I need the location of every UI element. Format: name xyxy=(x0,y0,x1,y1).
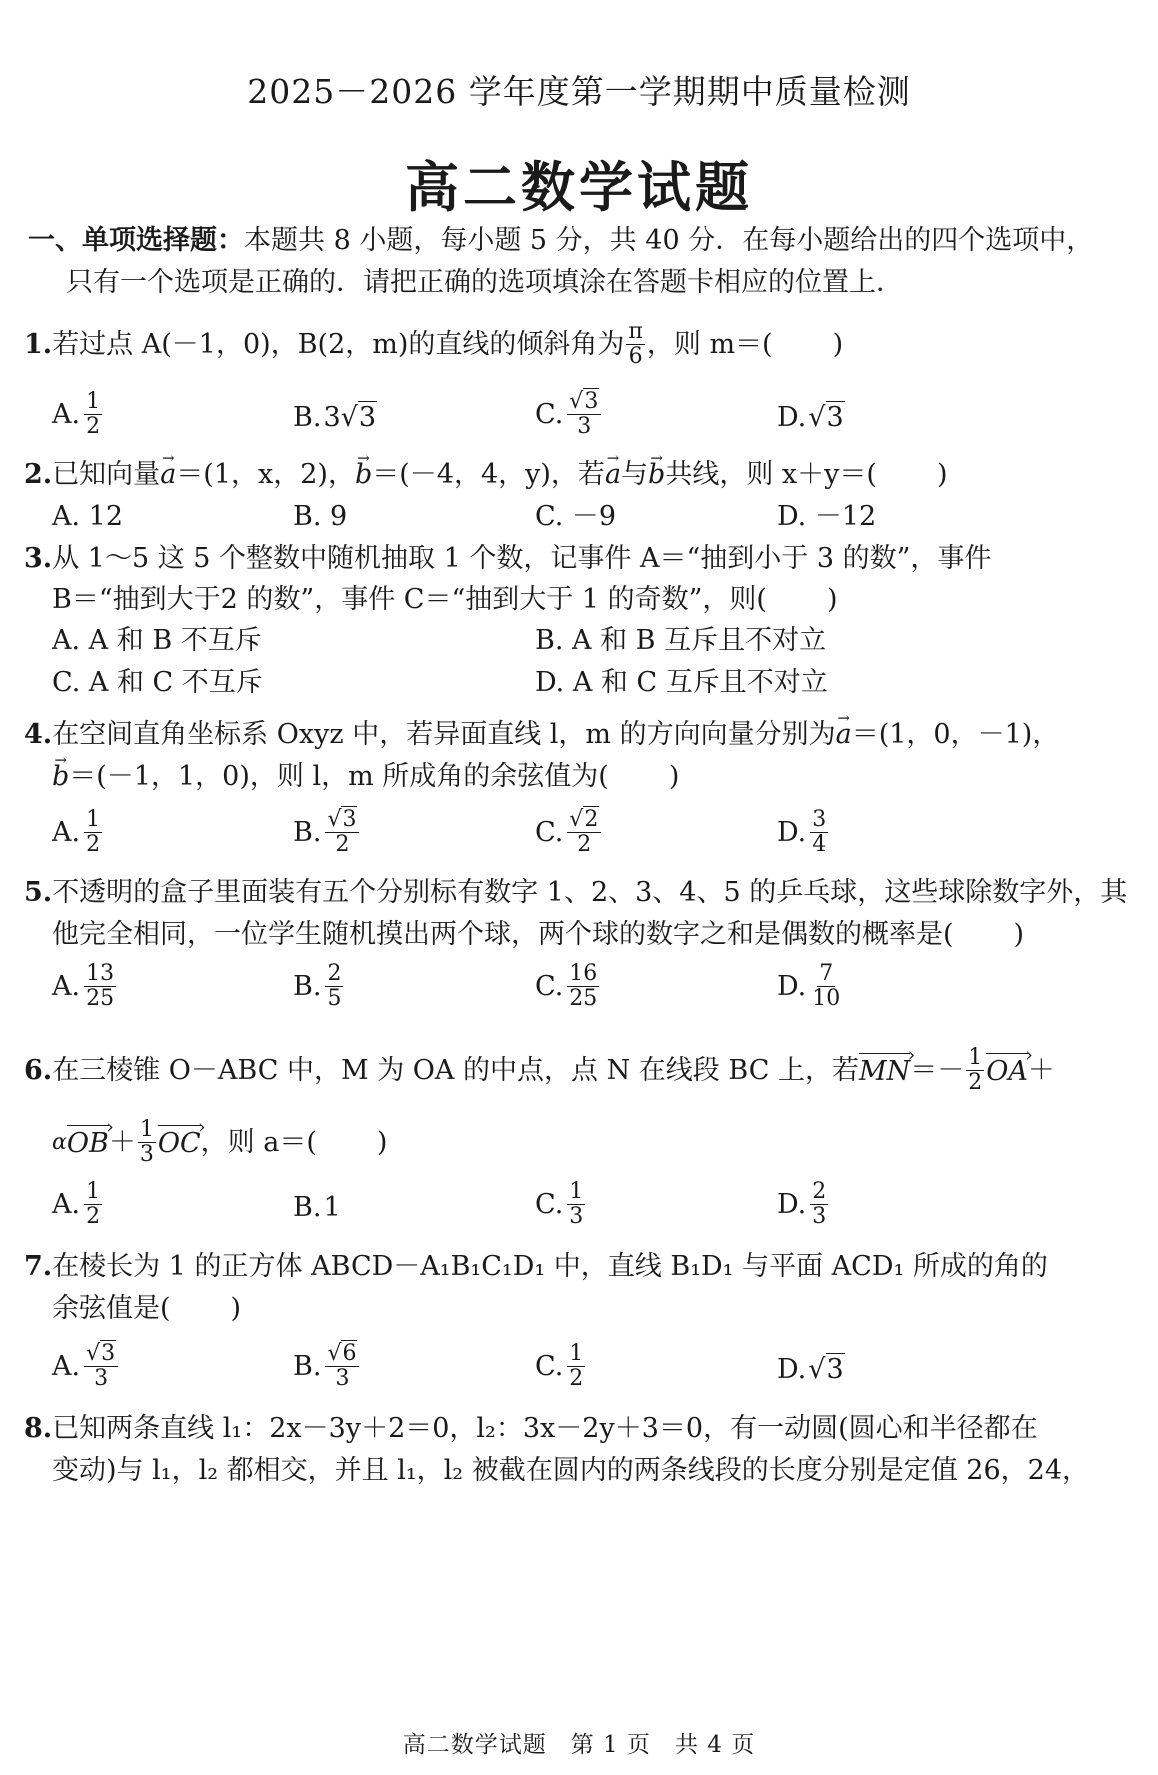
option-d[interactable] xyxy=(777,1180,830,1229)
option-letter: A. xyxy=(52,1351,81,1382)
question-text: 余弦值是( xyxy=(52,1293,171,1324)
frac-num: 13 xyxy=(86,961,115,986)
frac-num: 1 xyxy=(968,1045,983,1070)
section-label: 一、单项选择题： xyxy=(28,225,244,256)
frac-den: 2 xyxy=(86,414,101,439)
question-text: 在棱长为 1 的正方体 ABCD－A₁B₁C₁D₁ 中，直线 B₁D₁ 与平面 ACD₁ 所成的角的 xyxy=(52,1251,1048,1282)
option-a[interactable]: A. A 和 B 不互斥 xyxy=(52,625,262,656)
question-7 xyxy=(24,1250,1048,1284)
page-footer: 高二数学试题 第 1 页 共 4 页 xyxy=(402,1732,756,1758)
option-d[interactable] xyxy=(777,402,845,433)
radicand: 3 xyxy=(584,389,599,414)
radicand: 3 xyxy=(358,402,377,433)
frac-num: π xyxy=(628,319,643,344)
option-c[interactable] xyxy=(535,1342,587,1391)
sqrt: √3 xyxy=(808,402,844,433)
frac-num: 3 xyxy=(812,807,827,832)
question-5-line2 xyxy=(52,918,1024,952)
vector-a: → a xyxy=(836,718,852,752)
question-text: ) xyxy=(668,761,680,792)
options-q7 xyxy=(0,1342,1158,1402)
question-1 xyxy=(24,320,843,369)
question-text: 与 xyxy=(621,459,649,490)
frac-den: 3 xyxy=(812,1204,827,1229)
question-text: ) xyxy=(832,328,844,360)
question-number: 8. xyxy=(24,1413,53,1444)
question-text: 已知两条直线 l₁：2x－3y＋2＝0，l₂：3x－2y＋3＝0，有一动圆(圆心和半径都在 xyxy=(52,1413,1038,1444)
frac-den: 2 xyxy=(86,1204,101,1229)
question-text: 他完全相同，一位学生随机摸出两个球，两个球的数字之和是偶数的概率是( xyxy=(52,919,954,950)
option-d[interactable]: D. －12 xyxy=(777,501,877,532)
radicand: 2 xyxy=(584,807,599,832)
frac-num: 7 xyxy=(819,961,834,986)
frac-num: 1 xyxy=(86,1179,101,1204)
option-letter: C. xyxy=(535,1189,564,1220)
option-letter: D. xyxy=(777,817,807,848)
fraction xyxy=(84,390,102,439)
vector-oa: OA › xyxy=(986,1053,1028,1089)
option-letter: D. xyxy=(777,402,807,433)
question-text: ＝(－4，4，y)，若 xyxy=(372,459,605,490)
vector-b: → b xyxy=(355,458,372,492)
fraction xyxy=(567,390,601,439)
vector-b: → b xyxy=(52,760,69,794)
option-b[interactable] xyxy=(293,962,345,1011)
option-a[interactable] xyxy=(52,1180,104,1229)
question-6-line2 xyxy=(52,1118,387,1167)
frac-num: 2 xyxy=(327,961,342,986)
option-b[interactable] xyxy=(293,1192,341,1223)
question-8 xyxy=(24,1412,1038,1446)
frac-den: 3 xyxy=(569,1204,584,1229)
question-text: ) xyxy=(376,1126,388,1158)
question-text: ＝(1，x，2)， xyxy=(176,459,355,490)
option-b[interactable]: B. $\frac{√3}{2}$ xyxy=(293,808,361,857)
frac-den: 3 xyxy=(139,1142,154,1167)
frac-den: 25 xyxy=(86,986,115,1011)
question-text: 在三棱锥 O－ABC 中，M 为 OA 的中点，点 N 在线段 BC 上，若 xyxy=(52,1054,859,1086)
question-text: ，则 a＝( xyxy=(200,1126,317,1158)
radicand: 3 xyxy=(101,1341,116,1366)
question-3 xyxy=(24,542,991,576)
options-q5 xyxy=(0,962,1158,1022)
options-q4 xyxy=(0,808,1158,868)
vector-a: → a xyxy=(605,458,621,492)
question-3-line2 xyxy=(52,583,837,617)
option-letter: A. xyxy=(52,817,81,848)
radicand: 3 xyxy=(342,807,357,832)
option-b[interactable] xyxy=(293,402,377,433)
vector-ob: OB › xyxy=(67,1125,109,1161)
frac-den: 3 xyxy=(577,414,592,439)
question-text: 共线，则 x＋y＝( xyxy=(665,459,877,490)
frac-den: 5 xyxy=(327,986,342,1011)
option-d[interactable]: D. √3 xyxy=(777,1354,844,1385)
question-text: 若过点 A(－1，0)，B(2，m)的直线的倾斜角为 xyxy=(52,328,625,360)
frac-den: 10 xyxy=(812,986,841,1011)
option-d[interactable] xyxy=(777,962,844,1011)
option-c[interactable]: C. －9 xyxy=(535,501,617,532)
question-number: 6. xyxy=(24,1054,53,1086)
exam-header-line: 2025－2026 学年度第一学期期中质量检测 xyxy=(247,72,911,111)
option-letter: A. xyxy=(52,971,81,1002)
radicand: 3 xyxy=(826,402,844,433)
question-number: 7. xyxy=(24,1251,53,1282)
option-c[interactable] xyxy=(535,1180,587,1229)
frac-den: 6 xyxy=(628,344,643,369)
frac-num: 2 xyxy=(812,1179,827,1204)
option-b[interactable]: B. 9 xyxy=(293,501,348,532)
question-4 xyxy=(24,718,1059,752)
option-letter: B. xyxy=(293,817,322,848)
option-a[interactable] xyxy=(52,808,104,857)
option-c[interactable]: C. A 和 C 不互斥 xyxy=(52,667,263,698)
question-2 xyxy=(24,458,948,492)
frac-num: 1 xyxy=(569,1341,584,1366)
alpha-symbol: α xyxy=(52,1129,67,1155)
question-text: 在空间直角坐标系 Oxyz 中，若异面直线 l，m 的方向向量分别为 xyxy=(52,719,836,750)
option-letter: A. xyxy=(52,399,81,430)
option-letter: B. xyxy=(293,971,322,1002)
option-d[interactable]: D. A 和 C 互斥且不对立 xyxy=(535,667,828,698)
question-4-line2 xyxy=(52,760,679,794)
option-letter: B. xyxy=(293,1351,322,1382)
question-text: 不透明的盒子里面装有五个分别标有数字 1、2、3、4、5 的乒乓球，这些球除数字外，其 xyxy=(52,877,1128,908)
frac-den: 3 xyxy=(335,1366,350,1391)
frac-num: √3 xyxy=(567,390,601,415)
question-text: ) xyxy=(1013,919,1025,950)
frac-den: 25 xyxy=(569,986,598,1011)
question-text: B＝“抽到大于2 的数”，事件 C＝“抽到大于 1 的奇数”，则( xyxy=(52,584,767,615)
frac-den: 2 xyxy=(577,832,592,857)
option-letter: B. xyxy=(293,402,322,433)
option-letter: C. xyxy=(535,399,564,430)
option-b[interactable]: B. A 和 B 互斥且不对立 xyxy=(535,625,827,656)
option-value: 1 xyxy=(323,1192,341,1223)
frac-den: 2 xyxy=(335,832,350,857)
option-letter: C. xyxy=(535,971,564,1002)
frac-num: 16 xyxy=(569,961,598,986)
option-letter: C. xyxy=(535,817,564,848)
radicand: 6 xyxy=(342,1341,357,1366)
option-c[interactable]: C. $\frac{√2}{2}$ xyxy=(535,808,603,857)
fraction xyxy=(626,320,644,369)
option-d[interactable] xyxy=(777,808,830,857)
question-text: ) xyxy=(936,459,948,490)
frac-den: 4 xyxy=(812,832,827,857)
frac-num: 1 xyxy=(86,389,101,414)
question-number: 2. xyxy=(24,459,53,490)
frac-num: 1 xyxy=(86,807,101,832)
sqrt: √3 xyxy=(340,402,377,433)
frac-num: 1 xyxy=(569,1179,584,1204)
question-text: 从 1～5 这 5 个整数中随机抽取 1 个数，记事件 A＝“抽到小于 3 的数”，事件 xyxy=(52,543,992,574)
option-a[interactable]: A. $\frac{√3}{3}$ xyxy=(52,1342,120,1391)
question-number: 4. xyxy=(24,719,53,750)
option-letter: A. xyxy=(52,1189,81,1220)
question-text: ＋ xyxy=(1027,1054,1055,1086)
question-text: 已知向量 xyxy=(52,459,161,490)
frac-den: 2 xyxy=(86,832,101,857)
question-text: ＝(1，0，－1)， xyxy=(851,719,1060,750)
question-5 xyxy=(24,876,1127,910)
option-a[interactable] xyxy=(52,962,118,1011)
question-text: ＝(－1，1，0)，则 l，m 所成角的余弦值为( xyxy=(69,761,609,792)
question-number: 5. xyxy=(24,877,53,908)
option-value: 3 xyxy=(323,402,341,433)
option-letter: D. xyxy=(777,1189,807,1220)
vector-a: → a xyxy=(160,458,176,492)
question-text: ) xyxy=(230,1293,242,1324)
option-b[interactable]: B. $\frac{√6}{3}$ xyxy=(293,1342,361,1391)
question-text: ＋ xyxy=(108,1126,136,1158)
question-8-line2: 变动)与 l₁，l₂ 都相交，并且 l₁，l₂ 被截在圆内的两条线段的长度分别是定值 26，24， xyxy=(52,1455,1089,1486)
option-letter: B. xyxy=(293,1192,322,1223)
radicand: 3 xyxy=(826,1354,844,1385)
question-text: ) xyxy=(826,584,838,615)
question-number: 1. xyxy=(24,328,53,360)
vector-b: → b xyxy=(648,458,665,492)
frac-den: 2 xyxy=(569,1366,584,1391)
section-text-1: 本题共 8 小题，每小题 5 分，共 40 分．在每小题给出的四个选项中， xyxy=(244,225,1094,256)
vector-oc: OC › xyxy=(158,1125,201,1161)
option-letter: C. xyxy=(535,1351,564,1382)
section-instructions-line1 xyxy=(28,224,1093,258)
vector-mn: MN › xyxy=(859,1053,910,1089)
page-title: 高二数学试题 xyxy=(405,155,753,219)
question-7-line2 xyxy=(52,1292,241,1326)
frac-num: 1 xyxy=(139,1117,154,1142)
option-c[interactable] xyxy=(535,390,603,439)
option-c[interactable] xyxy=(535,962,601,1011)
option-letter: D. xyxy=(777,971,807,1002)
option-a[interactable]: A. 12 xyxy=(52,501,124,532)
question-text: ，则 m＝( xyxy=(646,328,773,360)
option-letter: D. xyxy=(777,1354,807,1385)
question-number: 3. xyxy=(24,543,53,574)
frac-den: 3 xyxy=(94,1366,109,1391)
section-instructions-line2: 只有一个选项是正确的．请把正确的选项填涂在答题卡相应的位置上． xyxy=(66,267,903,298)
question-6 xyxy=(24,1046,1055,1095)
frac-den: 2 xyxy=(968,1070,983,1095)
question-text: ＝－ xyxy=(910,1054,965,1086)
options-q6 xyxy=(0,1180,1158,1240)
option-a[interactable] xyxy=(52,390,104,439)
